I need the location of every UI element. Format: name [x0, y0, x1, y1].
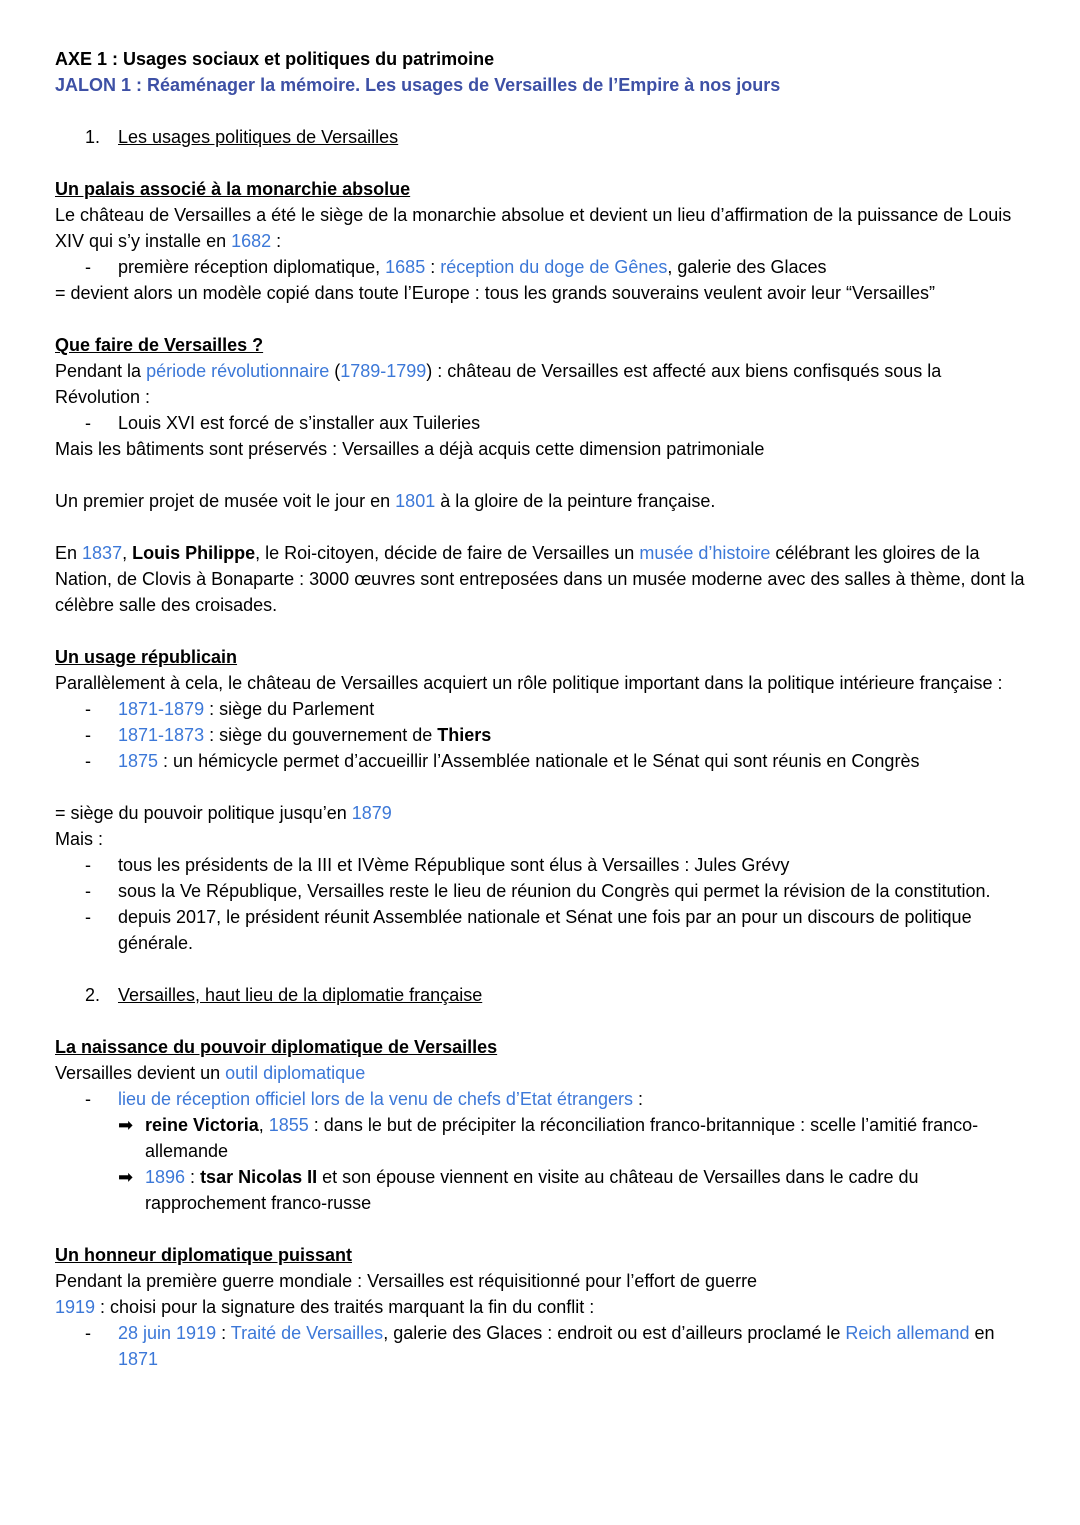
highlight-text: 1871-1879 — [118, 699, 205, 719]
heading-naissance-pouvoir: La naissance du pouvoir diplomatique de Versailles — [55, 1037, 498, 1057]
dash-bullet — [85, 722, 1030, 748]
text-segment: : siège du Parlement — [204, 699, 375, 719]
heading-que-faire: Que faire de Versailles ? — [55, 335, 264, 355]
arrow-bullet — [118, 1112, 1030, 1164]
text-segment: : un hémicycle permet d’accueillir l’Assemblée nationale et le Sénat qui sont réunis en Congrès — [158, 751, 920, 771]
paragraph — [55, 540, 1030, 618]
text-segment: , le Roi-citoyen, décide de faire de Versailles un — [255, 543, 640, 563]
bullet-text: Louis XVI est forcé de s’installer aux Tuileries — [118, 413, 481, 433]
dash-bullet — [85, 1086, 1030, 1112]
bullet-text — [145, 1164, 1030, 1216]
bullet-text — [118, 696, 1030, 722]
paragraph — [55, 1294, 1030, 1320]
text-segment: , galerie des Glaces — [667, 257, 827, 277]
bullet-text — [118, 722, 1030, 748]
dash-bullet — [85, 878, 1030, 904]
text-segment: : — [216, 1323, 231, 1343]
text-segment: en — [969, 1323, 995, 1343]
text-segment: , — [122, 543, 133, 563]
highlight-text: 28 juin 1919 — [118, 1323, 217, 1343]
highlight-text: 1875 — [118, 751, 159, 771]
bullet-text — [118, 748, 1030, 774]
dash-bullet — [85, 748, 1030, 774]
item-label: Les usages politiques de Versailles — [118, 127, 399, 147]
heading-usage-republicain: Un usage républicain — [55, 647, 238, 667]
text-segment: : siège du gouvernement de — [204, 725, 438, 745]
highlight-text: lieu de réception officiel lors de la venu de chefs d’Etat étrangers — [118, 1089, 633, 1109]
bullet-text — [118, 254, 1030, 280]
highlight-text: Traité de Versailles — [230, 1323, 384, 1343]
text-segment: Un premier projet de musée voit le jour en — [55, 491, 396, 511]
bullet-text — [145, 1112, 1030, 1164]
highlight-text: 1871-1873 — [118, 725, 205, 745]
text-segment: Pendant la — [55, 361, 147, 381]
bullet-text — [118, 1086, 1030, 1112]
highlight-text: 1879 — [351, 803, 392, 823]
dash-marker: - — [85, 881, 91, 901]
text-segment: : — [632, 1089, 643, 1109]
paragraph: = devient alors un modèle copié dans toute l’Europe : tous les grands souverains veulent avoir leur “Versailles” — [55, 283, 935, 303]
highlight-text: 1801 — [395, 491, 436, 511]
dash-bullet — [85, 1320, 1030, 1372]
text-segment: , galerie des Glaces : endroit ou est d’ailleurs proclamé le — [383, 1323, 846, 1343]
bold-text: reine Victoria — [145, 1115, 259, 1135]
text-segment: : — [271, 231, 282, 251]
text-segment: célébrant les gloires de la Nation, de Clovis à Bonaparte : 3000 œuvres sont entreposées dans un musée moderne avec des salles à thème, dont la célèbre salle des croisades. — [55, 543, 1025, 615]
bold-text: tsar Nicolas II — [200, 1167, 318, 1187]
dash-marker: - — [85, 907, 91, 927]
dash-bullet — [85, 410, 1030, 436]
highlight-text: 1871 — [118, 1349, 159, 1369]
highlight-text: 1919 — [55, 1297, 96, 1317]
highlight-text: 1789-1799 — [340, 361, 427, 381]
text-segment: En — [55, 543, 83, 563]
dash-marker: - — [85, 855, 91, 875]
highlight-text: période révolutionnaire — [146, 361, 330, 381]
arrow-icon: ➡ — [118, 1115, 134, 1135]
paragraph — [55, 488, 1030, 514]
text-segment: et son épouse viennent en visite au château de Versailles dans le cadre du rapprochement franco-russe — [145, 1167, 919, 1213]
paragraph: Pendant la première guerre mondiale : Versailles est réquisitionné pour l’effort de guerre — [55, 1271, 758, 1291]
dash-bullet — [85, 254, 1030, 280]
item-number: 2. — [85, 985, 101, 1005]
paragraph: Parallèlement à cela, le château de Versailles acquiert un rôle politique important dans la politique intérieure française : — [55, 673, 1003, 693]
text-segment: à la gloire de la peinture française. — [435, 491, 716, 511]
text-segment: ( — [329, 361, 341, 381]
text-segment: : choisi pour la signature des traités marquant la fin du conflit : — [95, 1297, 595, 1317]
dash-marker: - — [85, 725, 91, 745]
dash-marker: - — [85, 413, 91, 433]
dash-marker: - — [85, 1089, 91, 1109]
bold-text: Louis Philippe — [132, 543, 256, 563]
paragraph — [55, 1060, 1030, 1086]
paragraph — [55, 358, 1030, 410]
arrow-bullet — [118, 1164, 1030, 1216]
text-segment: : — [425, 257, 441, 277]
paragraph: Mais les bâtiments sont préservés : Versailles a déjà acquis cette dimension patrimoniale — [55, 439, 765, 459]
dash-bullet — [85, 852, 1030, 878]
dash-marker: - — [85, 699, 91, 719]
bullet-text: tous les présidents de la III et IVème République sont élus à Versailles : Jules Grévy — [118, 855, 790, 875]
highlight-text: outil diplomatique — [225, 1063, 366, 1083]
paragraph: Mais : — [55, 829, 104, 849]
text-segment: = siège du pouvoir politique jusqu’en — [55, 803, 352, 823]
jalon-heading: JALON 1 : Réaménager la mémoire. Les usages de Versailles de l’Empire à nos jours — [55, 75, 781, 95]
axe-heading: AXE 1 : Usages sociaux et politiques du patrimoine — [55, 49, 495, 69]
paragraph — [55, 202, 1030, 254]
text-segment: , — [258, 1115, 269, 1135]
text-segment: ) : château de Versailles est affecté aux biens confisqués sous la Révolution : — [55, 361, 942, 407]
dash-marker: - — [85, 257, 91, 277]
highlight-text: 1685 — [385, 257, 426, 277]
highlight-text: musée d’histoire — [639, 543, 771, 563]
dash-marker: - — [85, 1323, 91, 1343]
item-number: 1. — [85, 127, 101, 147]
bullet-text: depuis 2017, le président réunit Assemblée nationale et Sénat une fois par an pour un discours de politique générale. — [118, 907, 972, 953]
text-segment: : — [185, 1167, 201, 1187]
text-segment: Le château de Versailles a été le siège de la monarchie absolue et devient un lieu d’affirmation de la puissance de Louis XIV qui s’y installe en — [55, 205, 1012, 251]
numbered-item-2 — [85, 982, 1030, 1008]
dash-bullet — [85, 904, 1030, 956]
arrow-icon: ➡ — [118, 1167, 134, 1187]
text-segment: : dans le but de précipiter la réconciliation franco-britannique : scelle l’amitié franco-allemande — [145, 1115, 979, 1161]
highlight-text: 1896 — [145, 1167, 186, 1187]
highlight-text: 1855 — [268, 1115, 309, 1135]
highlight-text: réception du doge de Gênes — [440, 257, 668, 277]
highlight-text: 1682 — [231, 231, 272, 251]
dash-bullet — [85, 696, 1030, 722]
paragraph — [55, 800, 1030, 826]
dash-marker: - — [85, 751, 91, 771]
bullet-text: sous la Ve République, Versailles reste le lieu de réunion du Congrès qui permet la révision de la constitution. — [118, 881, 991, 901]
heading-un-palais: Un palais associé à la monarchie absolue — [55, 179, 411, 199]
text-segment: première réception diplomatique, — [118, 257, 386, 277]
highlight-text: Reich allemand — [845, 1323, 970, 1343]
text-segment: Versailles devient un — [55, 1063, 226, 1083]
numbered-item-1 — [85, 124, 1030, 150]
highlight-text: 1837 — [82, 543, 123, 563]
item-label: Versailles, haut lieu de la diplomatie française — [118, 985, 483, 1005]
bullet-text — [118, 1320, 1030, 1372]
heading-honneur-diplomatique: Un honneur diplomatique puissant — [55, 1245, 352, 1265]
bold-text: Thiers — [437, 725, 492, 745]
